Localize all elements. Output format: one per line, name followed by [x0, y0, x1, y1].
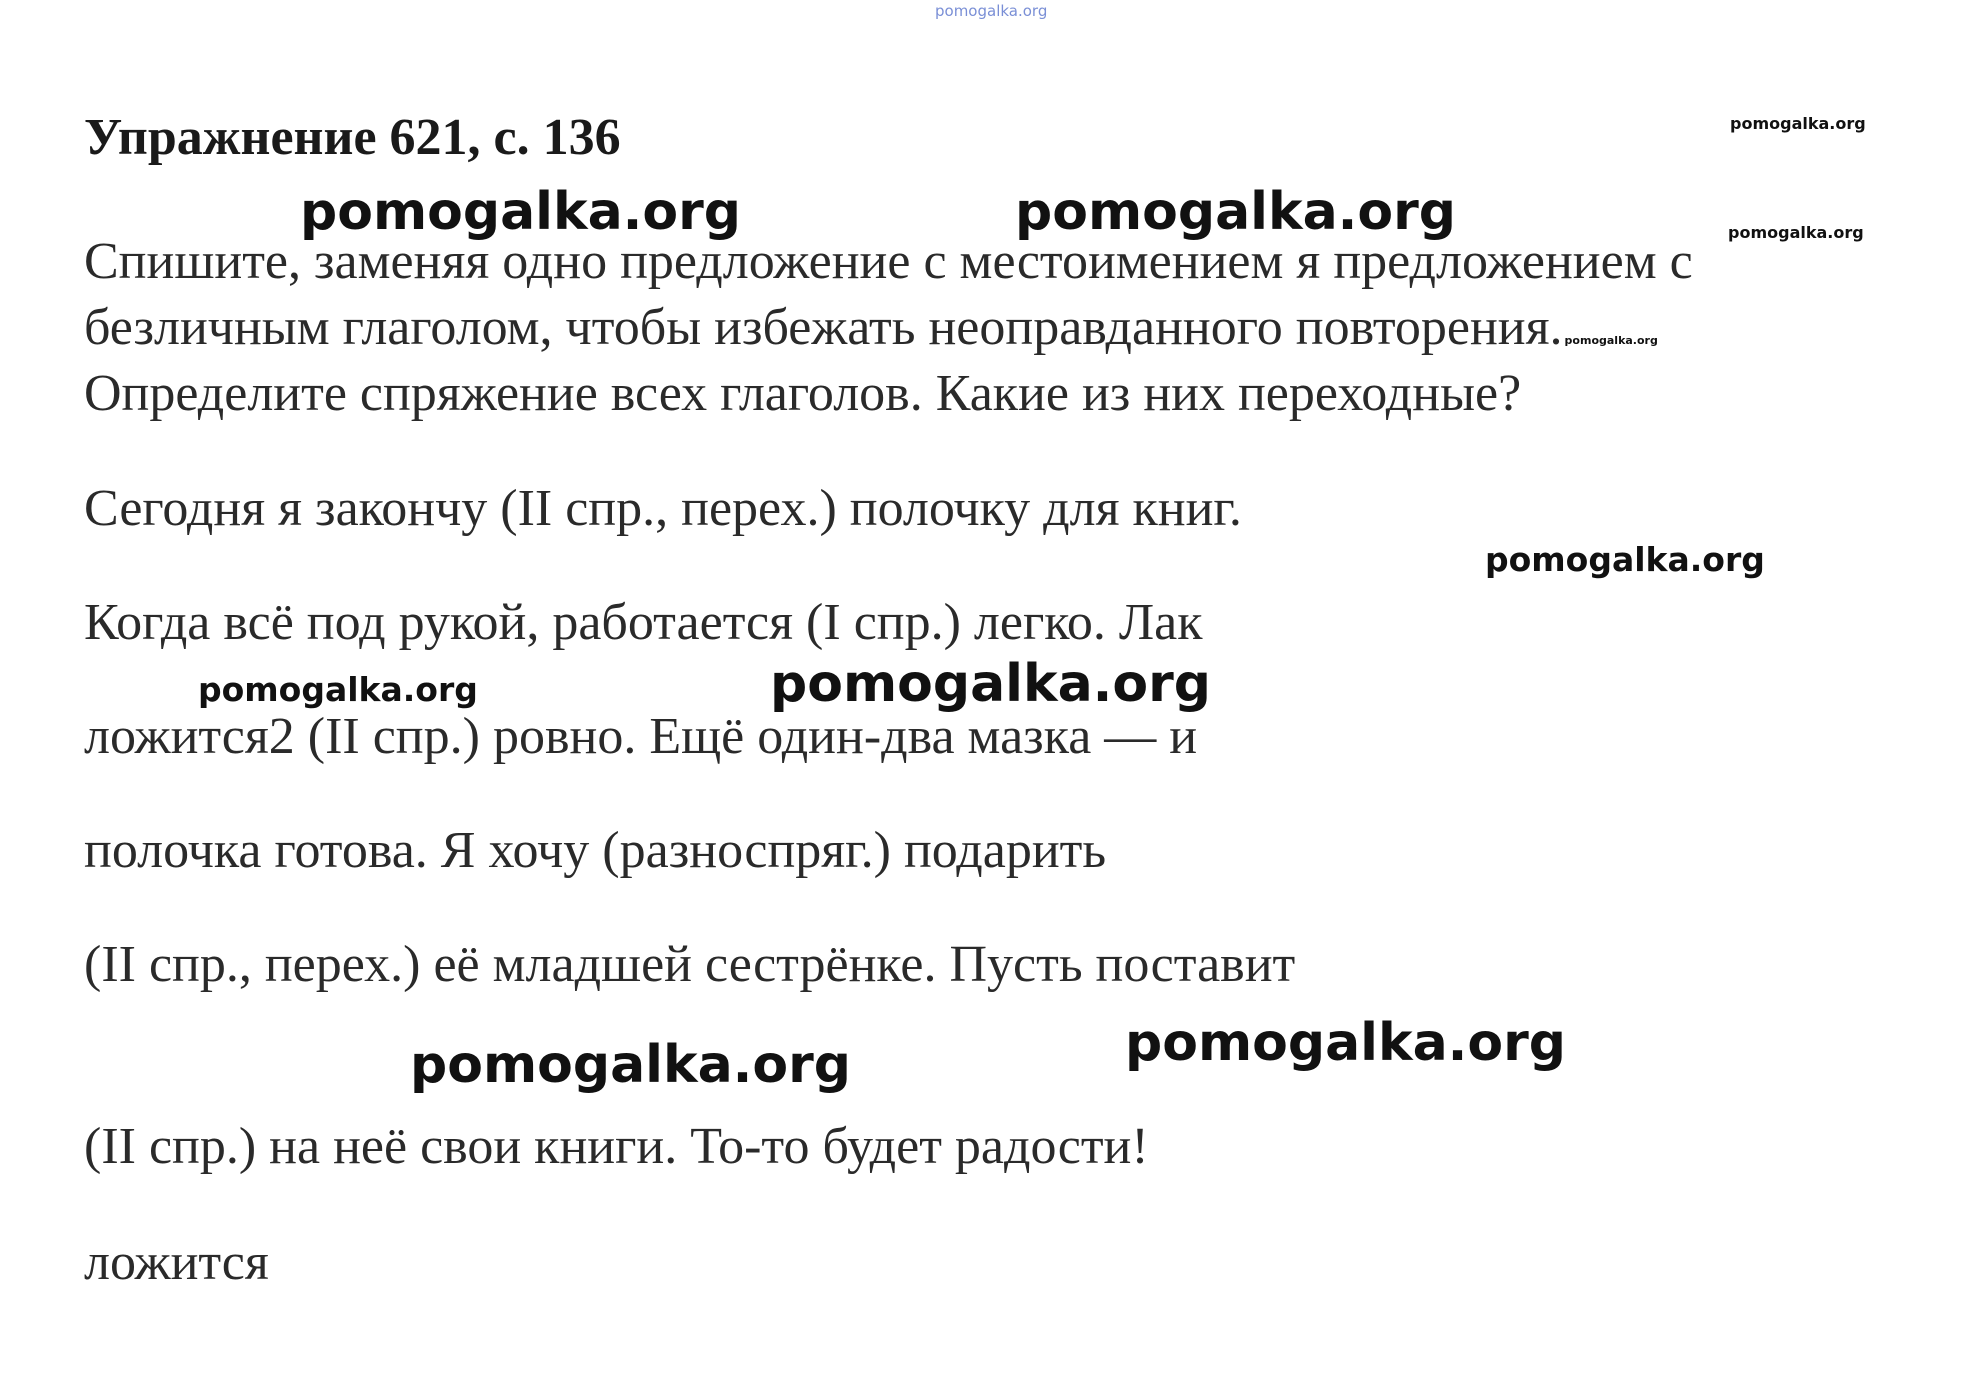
watermark-inline-small: pomogalka.org: [1564, 334, 1658, 347]
watermark-right-small-1: pomogalka.org: [1730, 114, 1866, 133]
task-line-1: Спишите, заменяя одно предложение с местоимением я предложением с: [84, 233, 1693, 290]
answer-line-2: Когда всё под рукой, работается (I спр.) легко. Лак: [84, 594, 1203, 651]
watermark-mid-2: pomogalka.org: [198, 670, 478, 709]
watermark-big-2: pomogalka.org: [1015, 182, 1457, 242]
watermark-big-4: pomogalka.org: [1125, 1013, 1567, 1073]
answer-line-3: ложится2 (II спр.) ровно. Ещё один-два мазка — и: [84, 708, 1198, 765]
watermark-right-small-2: pomogalka.org: [1728, 223, 1864, 242]
task-line-2: [84, 299, 1658, 356]
exercise-title: Упражнение 621, с. 136: [84, 109, 621, 166]
answer-line-6: (II спр.) на неё свои книги. То-то будет радости!: [84, 1118, 1149, 1175]
watermark-big-3: pomogalka.org: [770, 654, 1212, 714]
watermark-big-5: pomogalka.org: [410, 1035, 852, 1095]
task-line-3: Определите спряжение всех глаголов. Какие из них переходные?: [84, 365, 1522, 422]
watermark-top: pomogalka.org: [935, 2, 1048, 20]
watermark-mid-1: pomogalka.org: [1485, 540, 1765, 579]
answer-line-7: ложится: [84, 1234, 269, 1291]
answer-line-5: (II спр., перех.) её младшей сестрёнке. Пусть поставит: [84, 936, 1296, 993]
answer-line-4: полочка готова. Я хочу (разноспряг.) подарить: [84, 822, 1107, 879]
watermark-big-1: pomogalka.org: [300, 182, 742, 242]
task-line-2-text: безличным глаголом, чтобы избежать неоправданного повторения.: [84, 299, 1563, 356]
answer-line-1: Сегодня я закончу (II спр., перех.) полочку для книг.: [84, 480, 1242, 537]
